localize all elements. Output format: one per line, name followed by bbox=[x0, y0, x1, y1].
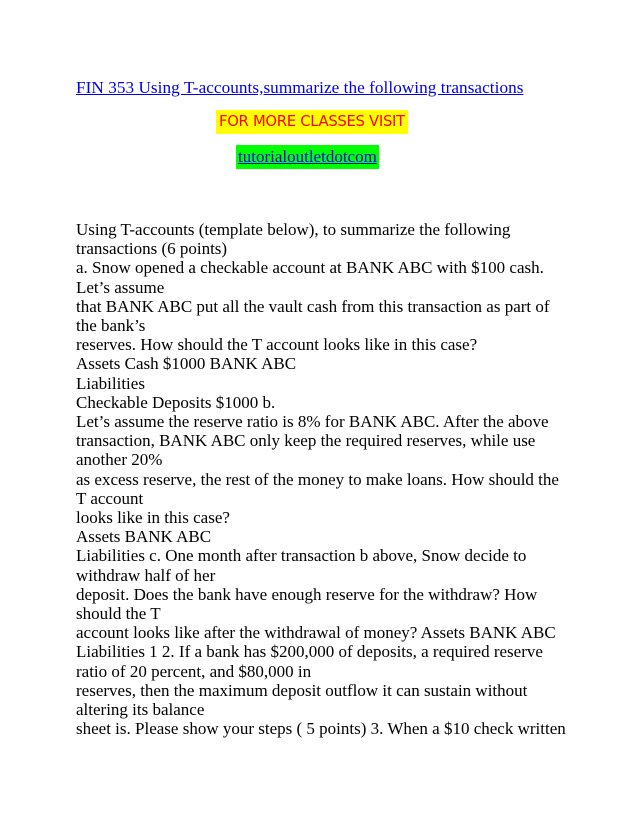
document-body bbox=[76, 220, 576, 738]
body-line: Liabilities c. One month after transaction b above, Snow decide to bbox=[76, 546, 527, 566]
body-line: Let’s assume the reserve ratio is 8% for BANK ABC. After the above bbox=[76, 412, 549, 432]
body-line: the bank’s bbox=[76, 316, 146, 336]
body-line: transactions (6 points) bbox=[76, 239, 228, 259]
body-line: transaction, BANK ABC only keep the required reserves, while use bbox=[76, 431, 536, 451]
body-line: ratio of 20 percent, and $80,000 in bbox=[76, 661, 312, 681]
body-line: Let’s assume bbox=[76, 277, 165, 297]
site-link[interactable]: tutorialoutletdotcom bbox=[236, 145, 379, 169]
body-line: reserves, then the maximum deposit outflow it can sustain without bbox=[76, 680, 528, 700]
body-line: another 20% bbox=[76, 450, 163, 470]
body-line: that BANK ABC put all the vault cash from this transaction as part of bbox=[76, 296, 550, 316]
body-line: account looks like after the withdrawal of money? Assets BANK ABC bbox=[76, 623, 556, 643]
document-title-link[interactable]: FIN 353 Using T-accounts,summarize the following transactions bbox=[76, 78, 524, 97]
body-line: should the T bbox=[76, 604, 161, 624]
body-line: Assets Cash $1000 BANK ABC bbox=[76, 354, 297, 374]
body-line: a. Snow opened a checkable account at BANK ABC with $100 cash. bbox=[76, 258, 544, 278]
body-line: withdraw half of her bbox=[76, 565, 216, 585]
body-line: Assets BANK ABC bbox=[76, 527, 212, 547]
body-line: Checkable Deposits $1000 b. bbox=[76, 392, 276, 412]
body-line: looks like in this case? bbox=[76, 508, 230, 528]
body-line: altering its balance bbox=[76, 700, 205, 720]
body-line: sheet is. Please show your steps ( 5 points) 3. When a $10 check written bbox=[76, 719, 566, 739]
body-line: reserves. How should the T account looks like in this case? bbox=[76, 335, 478, 355]
promo-banner: FOR MORE CLASSES VISIT bbox=[216, 110, 408, 134]
body-line: as excess reserve, the rest of the money to make loans. How should the bbox=[76, 469, 559, 489]
body-line: deposit. Does the bank have enough reserve for the withdraw? How bbox=[76, 584, 538, 604]
body-line: Liabilities bbox=[76, 373, 145, 393]
body-line: T account bbox=[76, 488, 144, 508]
body-line: Using T-accounts (template below), to summarize the following bbox=[76, 220, 511, 239]
body-line: Liabilities 1 2. If a bank has $200,000 of deposits, a required reserve bbox=[76, 642, 543, 662]
